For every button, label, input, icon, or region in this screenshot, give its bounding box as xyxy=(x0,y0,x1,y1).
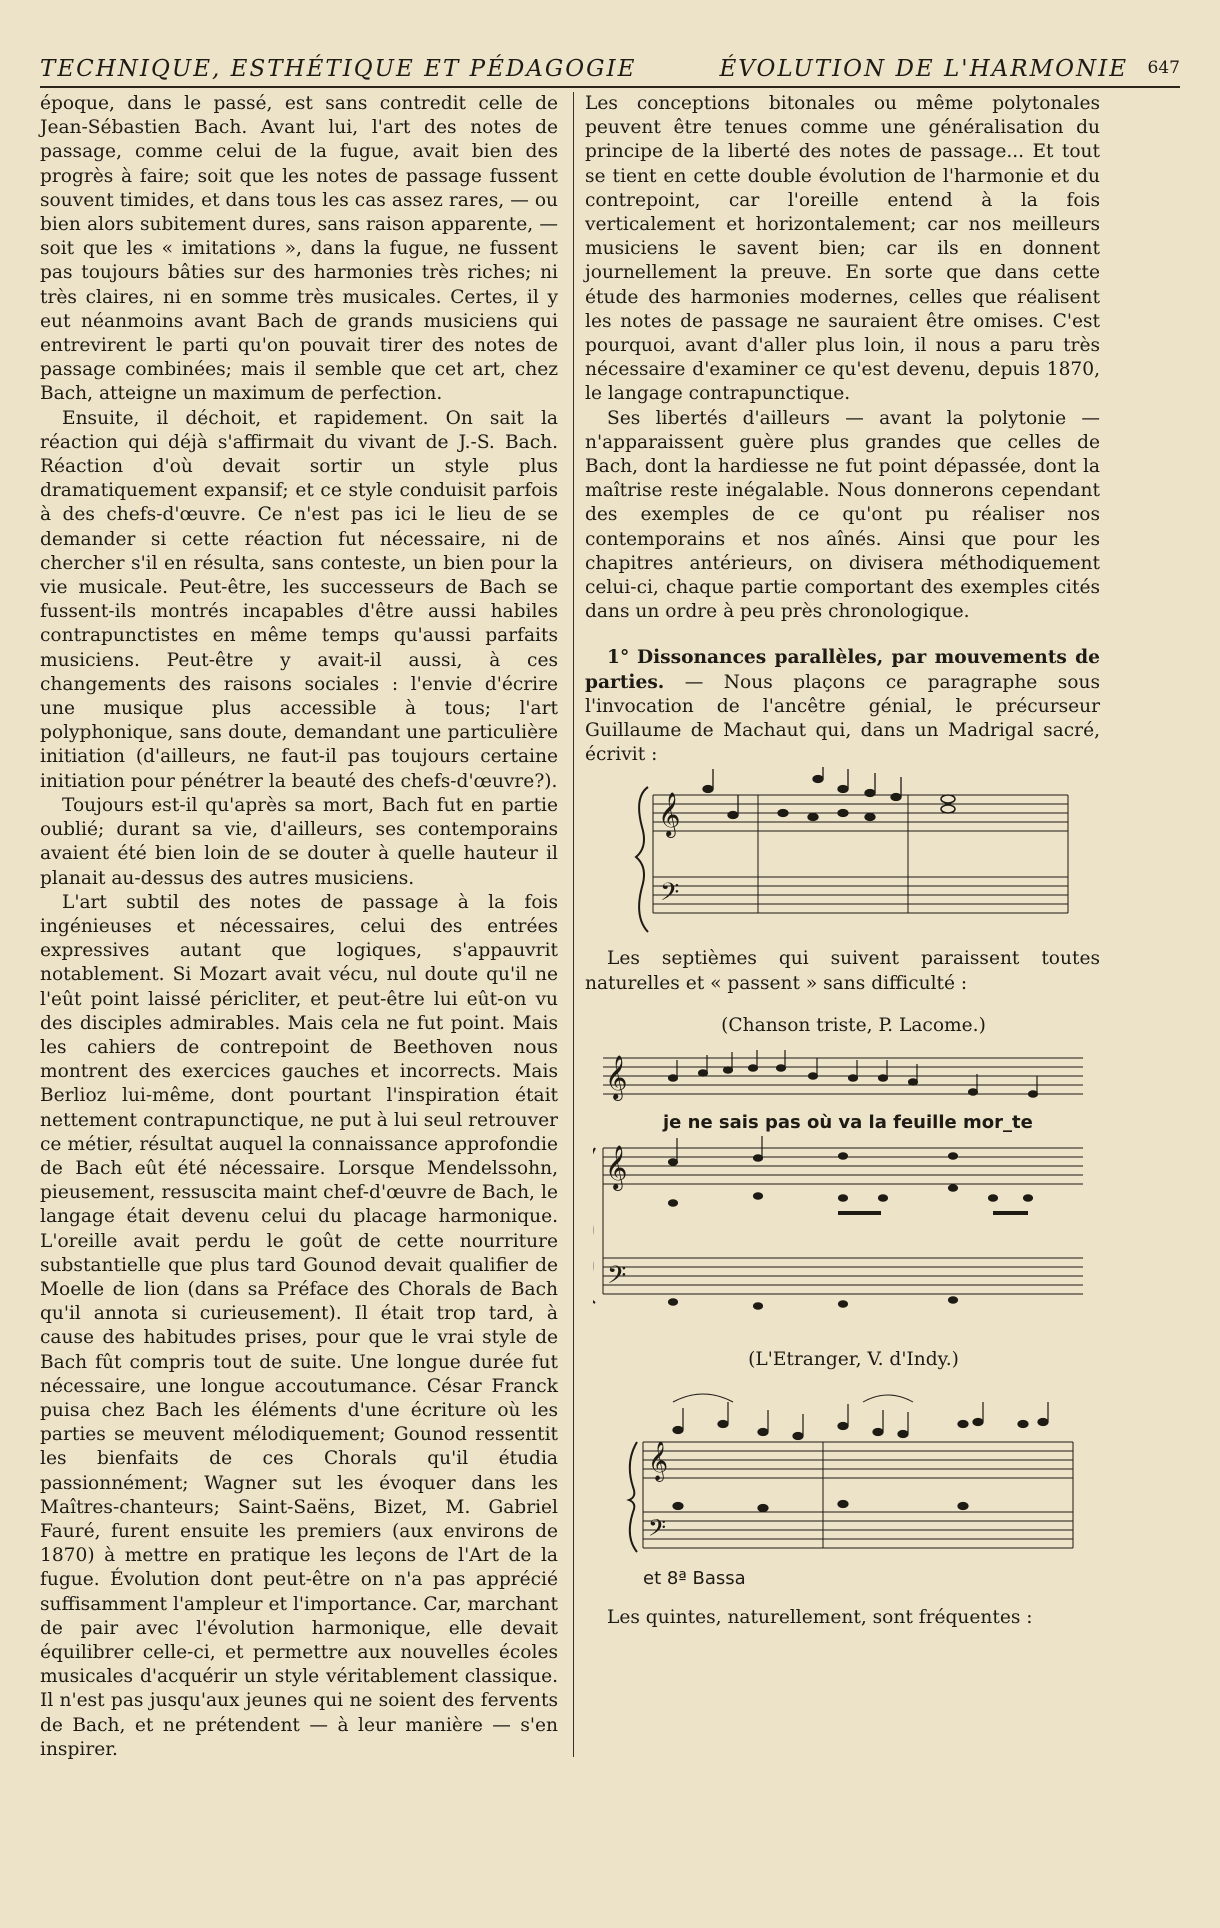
lacome-score xyxy=(593,1038,1093,1338)
svg-text:𝄢: 𝄢 xyxy=(659,878,679,914)
right-paragraph-2: Ses libertés d'ailleurs — avant la polytonie — n'apparaissent guère plus grandes que celles de Bach, dont la hardiesse ne fut point dépassée, dont la maîtrise reste inégalable. Nous donnerons cependant des exemples de ce qu'ont pu réaliser nos contemporains et nos aînés. Ainsi que pour les chapitres antérieurs, on divisera méthodiquement celui-ci, chaque partie comportant des exemples cités dans un ordre à peu près chronologique. xyxy=(585,407,1100,623)
machaut-score xyxy=(608,767,1078,947)
left-paragraph-3: Toujours est-il qu'après sa mort, Bach fut en partie oublié; durant sa vie, d'ailleurs, ses contemporains avaient été bien loin de se douter à quelle hauteur il planait au-dessus des autres musiciens. xyxy=(40,794,558,889)
header-right-title: ÉVOLUTION DE L'HARMONIE xyxy=(719,56,1128,82)
right-paragraph-5: Les quintes, naturellement, sont fréquentes : xyxy=(607,1607,1033,1629)
section-text: — Nous plaçons ce paragraphe sous l'invocation de l'ancêtre génial, le précurseur Guillaume de Machaut qui, dans un Madrigal sacré, écrivit : xyxy=(585,671,1100,766)
right-paragraph-1: Les conceptions bitonales ou même polytonales peuvent être tenues comme une généralisation du principe de la liberté des notes de passage... Et tout se tient en cette double évolution de l'harmonie et du contrepoint, car l'oreille entend à la fois verticalement et horizontalement; car nos meilleurs musiciens le savent bien; car ils en donnent journellement la preuve. En sorte que dans cette étude des harmonies modernes, celles que réalisent les notes de passage ne sauraient être omises. C'est pourquoi, avant d'aller plus loin, il nous a paru très nécessaire d'examiner ce qu'est devenu, depuis 1870, le langage contrapunctique. xyxy=(585,93,1100,405)
section-paragraph xyxy=(585,646,1100,767)
svg-text:𝄞: 𝄞 xyxy=(604,1145,627,1190)
page-number: 647 xyxy=(1147,58,1180,78)
header-left-title: TECHNIQUE, ESTHÉTIQUE ET PÉDAGOGIE xyxy=(40,56,637,82)
section-title: Dissonances parallèles, par mouvements de parties. xyxy=(585,647,1100,693)
left-paragraph-1: époque, dans le passé, est sans contredit celle de Jean-Sébastien Bach. Avant lui, l'art des notes de passage, comme celui de la fugue, avait bien des progrès à faire; soit que les notes de passage fussent souvent timides, et dans tous les cas assez rares, — ou bien alors subitement dures, sans raison apparente, — soit que les « imitations », dans la fugue, ne fussent pas toujours bâties sur des harmonies très riches; ni très claires, ni en somme très musicales. Certes, il y eut néanmoins avant Bach de grands musiciens qui entrevirent le parti qu'on pouvait tirer des notes de passage combinées; mais il semble que cet art, chez Bach, atteigne un maximum de perfection. xyxy=(40,93,558,405)
svg-text:𝄞: 𝄞 xyxy=(657,792,680,837)
caption-indy: (L'Etranger, V. d'Indy.) xyxy=(748,1349,959,1371)
left-paragraph-2: Ensuite, il déchoit, et rapidement. On sait la réaction qui déjà s'affirmait du vivant de J.-S. Bach. Réaction d'où devait sortir un style plus dramatiquement expansif; et ce style conduisit parfois à des chefs-d'œuvre. Ce n'est pas ici le lieu de se demander si cette réaction fut nécessaire, ni de chercher s'il en résulta, sans conteste, un bien pour la vie musicale. Peut-être, les successeurs de Bach se fussent-ils montrés incapables d'être aussi habiles contrapunctistes en même temps qu'aussi parfaits musiciens. Peut-être y avait-il aussi, à ces changements des raisons sociales : l'envie d'écrire une musique plus accessible à tous; l'art polyphonique, sans doute, demandant une particulière initiation (d'ailleurs, ne faut-il pas toujours certaine initiation pour pénétrer la beauté des chefs-d'œuvre?). xyxy=(40,407,558,792)
lyric-line: je ne sais pas où va la feuille mor_te xyxy=(662,1112,1033,1134)
right-column xyxy=(585,92,1100,1631)
column-divider xyxy=(573,92,574,1757)
svg-text:𝄢: 𝄢 xyxy=(606,1261,626,1297)
running-header xyxy=(40,52,1180,88)
left-column xyxy=(40,92,558,1762)
indy-score xyxy=(603,1372,1083,1592)
left-paragraph-4: L'art subtil des notes de passage à la fois ingénieuses et nécessaires, celui des entrées expressives autant que logiques, s'appauvrit notablement. Si Mozart avait vécu, nul doute qu'il ne l'eût point laissé péricliter, et peut-être lui eût-on vu des disciples admirables. Mais cela ne fut point. Mais les cahiers de contrepoint de Beethoven nous montrent des exercices gauches et incorrects. Mais Berlioz lui-même, dont pourtant l'inspiration était nettement contrapunctique, ne put à lui seul retrouver ce métier, résultat auquel la connaissance approfondie de Bach eût été nécessaire. Lorsque Mendelssohn, pieusement, ressuscita maint chef-d'œuvre de Bach, le langage était devenu celui du placage harmonique. L'oreille avait perdu le goût de cette nourriture substantielle que plus tard Gounod devait qualifier de Moelle de lion (dans sa Préface des Chorals de Bach qu'il annota si curieusement). Il était trop tard, à cause des habitudes prises, pour que le vrai style de Bach fût compris tout de suite. Une longue durée fut nécessaire, une longue accoutumance. César Franck puisa chez Bach les éléments d'une écriture où les parties se meuvent mélodiquement; Gounod ressentit les bienfaits de ces Chorals qu'il étudia passionnément; Wagner sut les évoquer dans les Maîtres-chanteurs; Saint-Saëns, Bizet, M. Gabriel Fauré, furent ensuite les premiers (aux environs de 1870) à mettre en pratique les leçons de l'Art de la fugue. Évolution dont peut-être on n'a pas apprécié suffisamment l'ampleur et l'importance. Car, marchant de pair avec l'évolution harmonique, elle devait équilibrer celle-ci, et permettre aux nouvelles écoles musicales d'acquérir un style véritablement classique. Il n'est pas jusqu'aux jeunes qui ne soient des fervents de Bach, et ne prétendent — à leur manière — s'en inspirer. xyxy=(40,891,558,1760)
svg-text:𝄞: 𝄞 xyxy=(647,1441,668,1482)
caption-lacome: (Chanson triste, P. Lacome.) xyxy=(721,1014,986,1036)
right-paragraph-4: Les septièmes qui suivent paraissent toutes naturelles et « passent » sans difficulté : xyxy=(585,948,1100,994)
svg-text:𝄢: 𝄢 xyxy=(647,1514,666,1548)
svg-text:𝄞: 𝄞 xyxy=(604,1055,627,1100)
bassa-label: et 8ª Bassa xyxy=(642,1568,746,1590)
section-number: 1° xyxy=(607,647,630,669)
